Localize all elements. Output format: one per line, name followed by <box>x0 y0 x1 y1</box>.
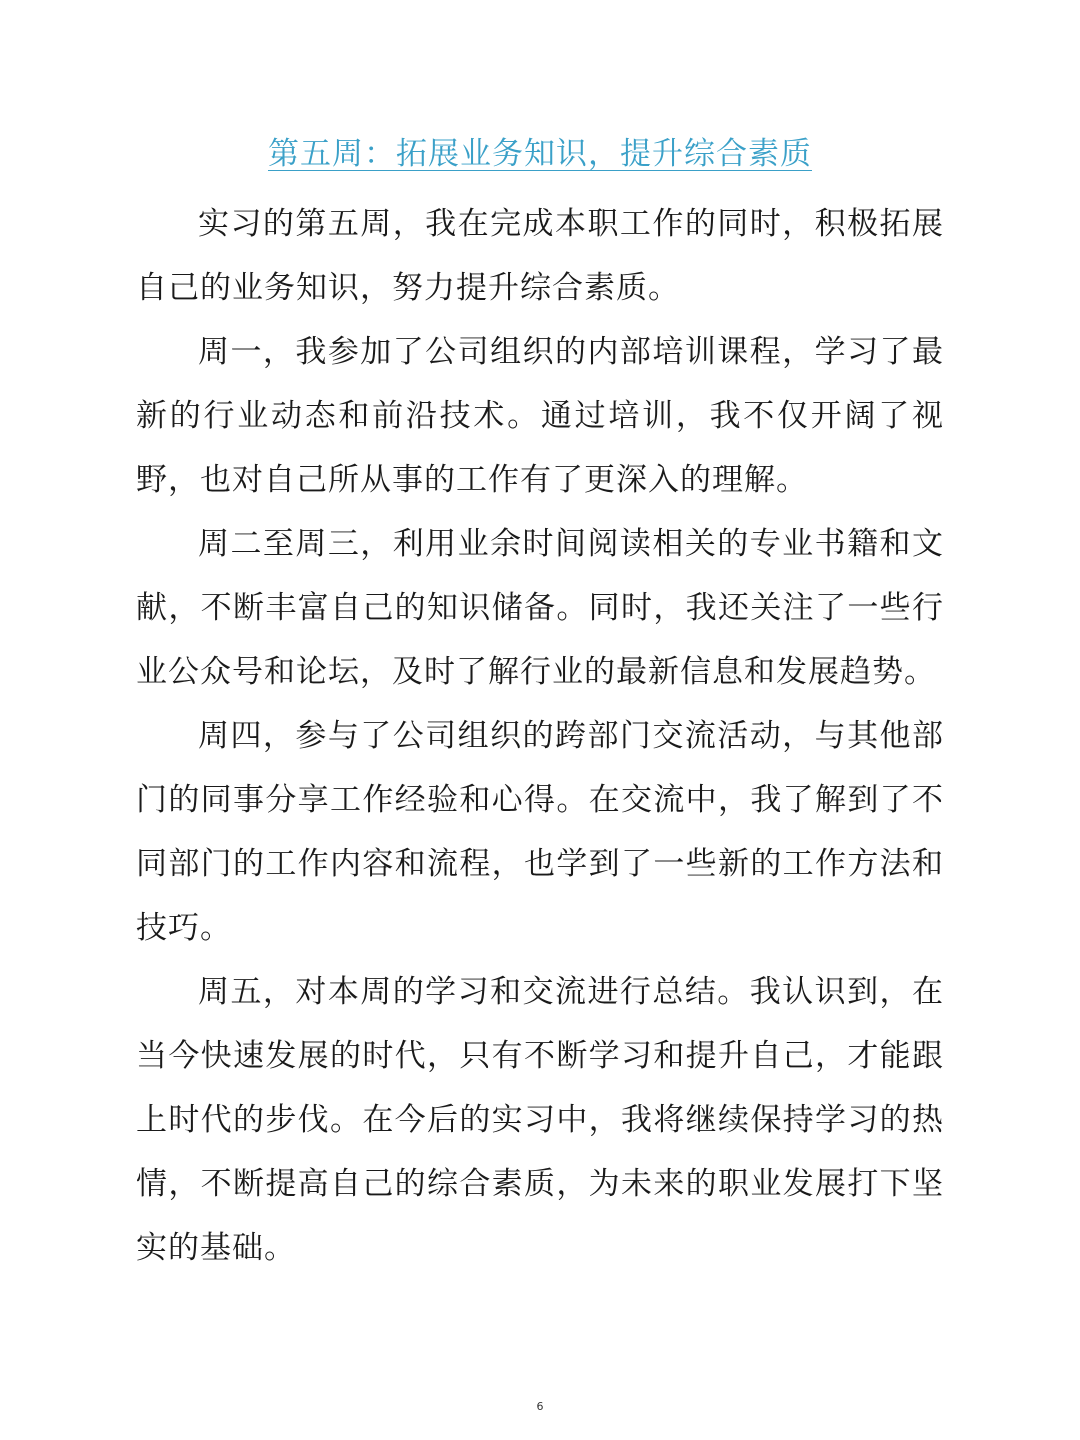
paragraph-monday: 周一，我参加了公司组织的内部培训课程，学习了最新的行业动态和前沿技术。通过培训，我不仅开阔了视野，也对自己所从事的工作有了更深入的理解。 <box>136 334 944 498</box>
page-number: 6 <box>536 1400 544 1413</box>
body-text <box>136 192 944 1280</box>
paragraph-intro: 实习的第五周，我在完成本职工作的同时，积极拓展自己的业务知识，努力提升综合素质。 <box>136 206 944 306</box>
paragraph-thursday: 周四，参与了公司组织的跨部门交流活动，与其他部门的同事分享工作经验和心得。在交流中，我了解到了不同部门的工作内容和流程，也学到了一些新的工作方法和技巧。 <box>136 718 944 946</box>
paragraph-tuesday-wednesday: 周二至周三，利用业余时间阅读相关的专业书籍和文献，不断丰富自己的知识储备。同时，我还关注了一些行业公众号和论坛，及时了解行业的最新信息和发展趋势。 <box>136 526 944 690</box>
paragraph-friday: 周五，对本周的学习和交流进行总结。我认识到，在当今快速发展的时代，只有不断学习和提升自己，才能跟上时代的步伐。在今后的实习中，我将继续保持学习的热情，不断提高自己的综合素质，为未来的职业发展打下坚实的基础。 <box>136 974 944 1266</box>
section-title: 第五周：拓展业务知识，提升综合素质 <box>268 136 812 172</box>
